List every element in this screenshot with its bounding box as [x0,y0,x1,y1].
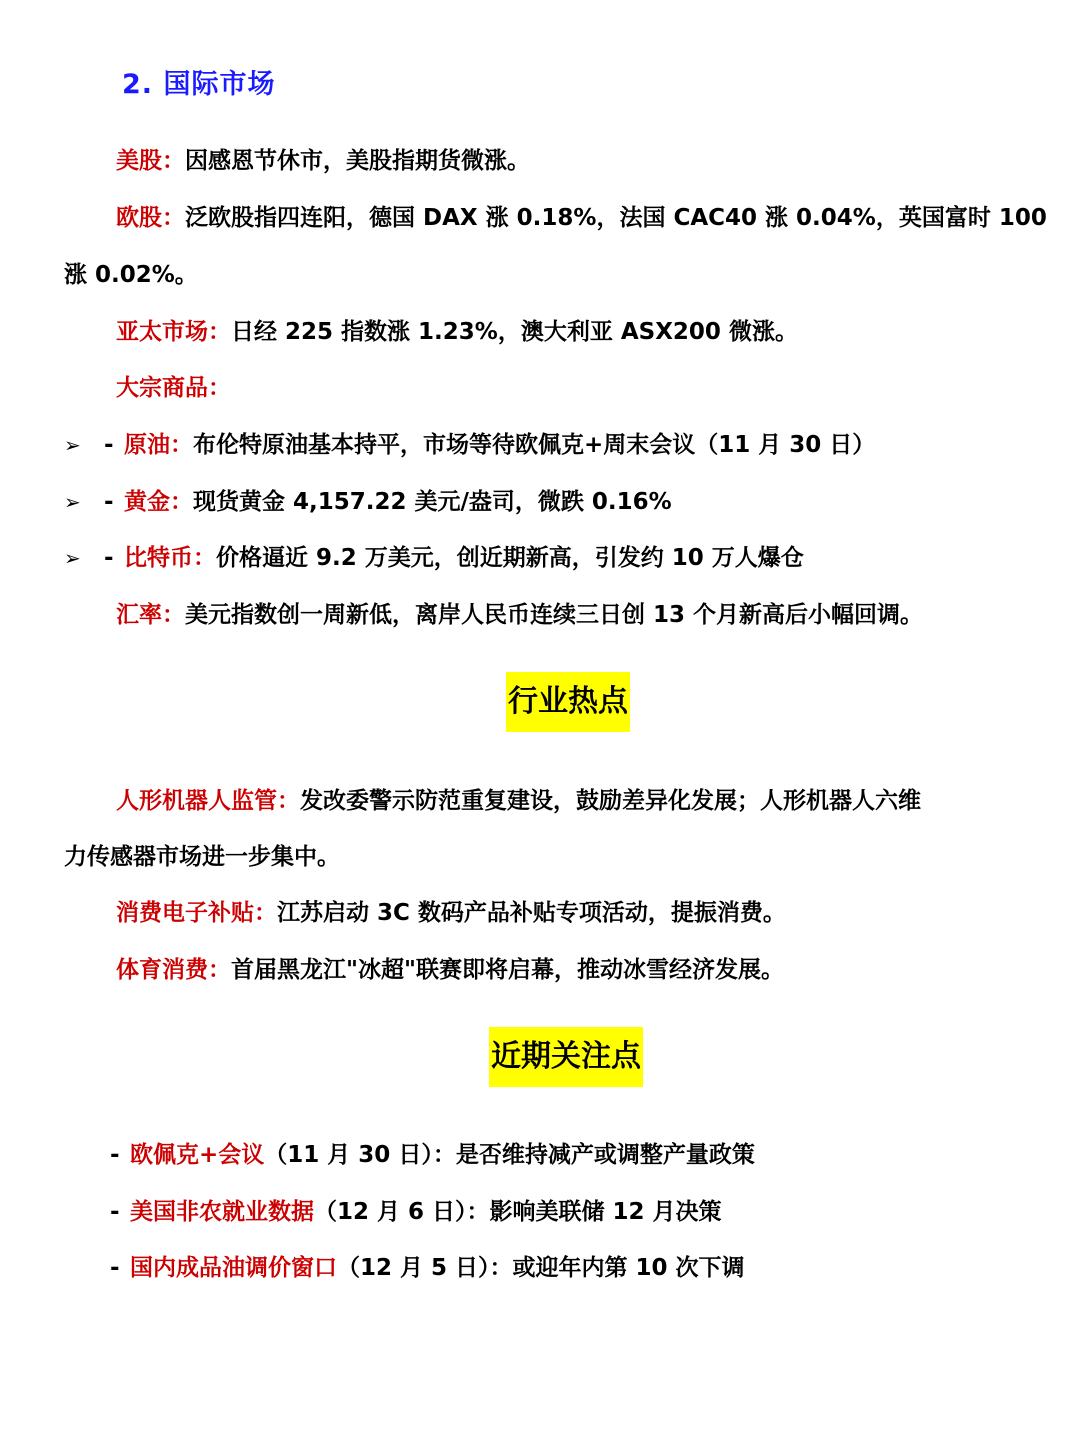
apac-text: 日经 225 指数涨 1.23%，澳大利亚 ASX200 微涨。 [231,319,798,345]
list-item [110,1253,745,1283]
watch-heading: 近期关注点 [489,1027,643,1087]
fuel-price-window-label: 国内成品油调价窗口 [130,1255,337,1281]
eu-stocks-text: 泛欧股指四连阳，德国 DAX 涨 0.18%，法国 CAC40 涨 0.04%，英国富时 100 [185,205,1047,231]
robot-line [116,786,921,816]
us-stocks-text: 因感恩节休市，美股指期货微涨。 [185,148,530,174]
opec-meeting-label: 欧佩克+会议 [130,1142,265,1168]
crude-oil-text: 布伦特原油基本持平，市场等待欧佩克+周末会议（11 月 30 日） [193,432,876,458]
nonfarm-payroll-text: （12 月 6 日）：影响美联储 12 月决策 [314,1199,722,1225]
list-item [110,1197,722,1227]
dash-marker: - [104,545,114,571]
robot-label: 人形机器人监管： [116,788,300,814]
commodities-line [116,373,231,403]
arrow-bullet-icon: ➢ [64,490,81,514]
gold-text: 现货黄金 4,157.22 美元/盎司，微跌 0.16% [193,489,672,515]
arrow-bullet-icon: ➢ [64,433,81,457]
apac-line [116,317,798,347]
apac-label: 亚太市场： [116,319,231,345]
eu-stocks-line [116,203,1047,233]
us-stocks-label: 美股： [116,148,185,174]
robot-text: 发改委警示防范重复建设，鼓励差异化发展；人形机器人六维 [300,788,921,814]
dash-marker: - [110,1255,120,1281]
list-item [64,543,804,573]
dash-marker: - [104,489,114,515]
crude-oil-label: 原油： [124,432,193,458]
dash-marker: - [110,1199,120,1225]
eu-stocks-line-continued [64,260,198,290]
electronics-label: 消费电子补贴： [116,900,277,926]
eu-stocks-label: 欧股： [116,205,185,231]
section-title: 2. 国际市场 [122,69,276,100]
robot-text-continued: 力传感器市场进一步集中。 [64,844,340,870]
dash-marker: - [104,432,114,458]
commodities-label: 大宗商品： [116,375,231,401]
electronics-line [116,898,786,928]
dash-marker: - [110,1142,120,1168]
gold-label: 黄金： [124,489,193,515]
electronics-text: 江苏启动 3C 数码产品补贴专项活动，提振消费。 [277,900,786,926]
arrow-bullet-icon: ➢ [64,546,81,570]
nonfarm-payroll-label: 美国非农就业数据 [130,1199,314,1225]
sports-label: 体育消费： [116,957,231,983]
list-item [110,1140,755,1170]
fx-text: 美元指数创一周新低，离岸人民币连续三日创 13 个月新高后小幅回调。 [185,602,924,628]
fuel-price-window-text: （12 月 5 日）：或迎年内第 10 次下调 [337,1255,745,1281]
list-item [64,430,875,460]
us-stocks-line [116,146,530,176]
bitcoin-label: 比特币： [124,545,216,571]
sports-line [116,955,784,985]
bitcoin-text: 价格逼近 9.2 万美元，创近期新高，引发约 10 万人爆仓 [216,545,804,571]
industry-heading: 行业热点 [506,672,630,732]
sports-text: 首届黑龙江"冰超"联赛即将启幕，推动冰雪经济发展。 [231,957,784,983]
opec-meeting-text: （11 月 30 日）：是否维持减产或调整产量政策 [264,1142,755,1168]
fx-label: 汇率： [116,602,185,628]
list-item [64,487,672,517]
fx-line [116,600,923,630]
eu-stocks-text-continued: 涨 0.02%。 [64,262,198,288]
robot-line-continued [64,842,340,872]
